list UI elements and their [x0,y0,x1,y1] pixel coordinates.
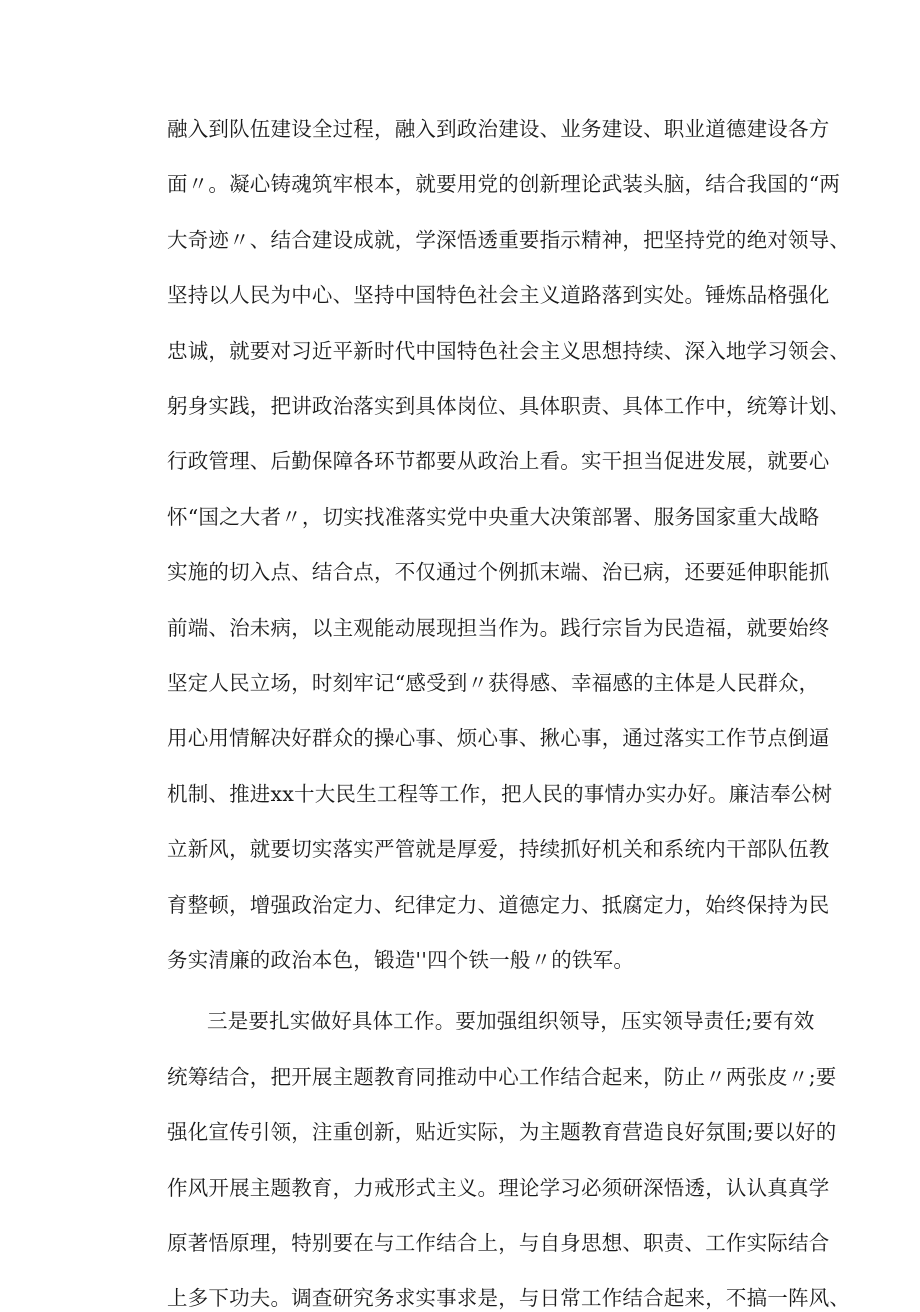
text-line: 育整顿，增强政治定力、纪律定力、道德定力、抵腐定力，始终保持为民 [167,893,830,917]
text-line: 用心用情解决好群众的操心事、烦心事、揪心事，通过落实工作节点倒逼 [167,726,830,750]
text-line: 融入到队伍建设全过程，融入到政治建设、业务建设、职业道德建设各方 [167,117,830,141]
paragraph-end-line: 务实清廉的政治本色，锻造''四个铁一般〃的铁军。 [167,948,635,972]
text-line: 忠诚，就要对习近平新时代中国特色社会主义思想持续、深入地学习领会、 [167,339,851,363]
text-line: 大奇迹〃、结合建设成就，学深悟透重要指示精神，把坚持党的绝对领导、 [167,228,851,252]
text-line: 怀“国之大者〃，切实找准落实党中央重大决策部署、服务国家重大战略 [167,505,820,529]
text-line: 原著悟原理，特别要在与工作结合上，与自身思想、职责、工作实际结合 [167,1231,830,1255]
text-line: 上多下功夫。调查研究务求实事求是，与日常工作结合起来，不搞一阵风、 [167,1286,851,1310]
text-line: 躬身实践，把讲政治落实到具体岗位、具体职责、具体工作中，统筹计划、 [167,394,851,418]
text-line: 坚定人民立场，时刻牢记“感受到〃获得感、幸福感的主体是人民群众， [167,671,820,695]
text-line: 强化宣传引领，注重创新，贴近实际，为主题教育营造良好氛围;要以好的 [167,1120,837,1144]
text-line: 实施的切入点、结合点，不仅通过个例抓末端、治已病，还要延伸职能抓 [167,560,830,584]
text-line: 行政管理、后勤保障各环节都要从政治上看。实干担当促进发展，就要心 [167,449,830,473]
text-line: 立新风，就要切实落实严管就是厚爱，持续抓好机关和系统内干部队伍教 [167,837,830,861]
text-line: 前端、治未病，以主观能动展现担当作为。践行宗旨为民造福，就要始终 [167,616,830,640]
text-line: 作风开展主题教育，力戒形式主义。理论学习必须研深悟透，认认真真学 [167,1176,830,1200]
paragraph-first-line: 三是要扎实做好具体工作。要加强组织领导，压实领导责任;要有效 [207,1009,815,1033]
text-line: 机制、推进xx十大民生工程等工作，把人民的事情办实办好。廉洁奉公树 [167,782,833,806]
text-line: 面〃。凝心铸魂筑牢根本，就要用党的创新理论武装头脑，结合我国的“两 [167,172,841,196]
text-line: 坚持以人民为中心、坚持中国特色社会主义道路落到实处。锤炼品格强化 [167,283,830,307]
text-line: 统筹结合，把开展主题教育同推动中心工作结合起来，防止〃两张皮〃;要 [167,1065,837,1089]
